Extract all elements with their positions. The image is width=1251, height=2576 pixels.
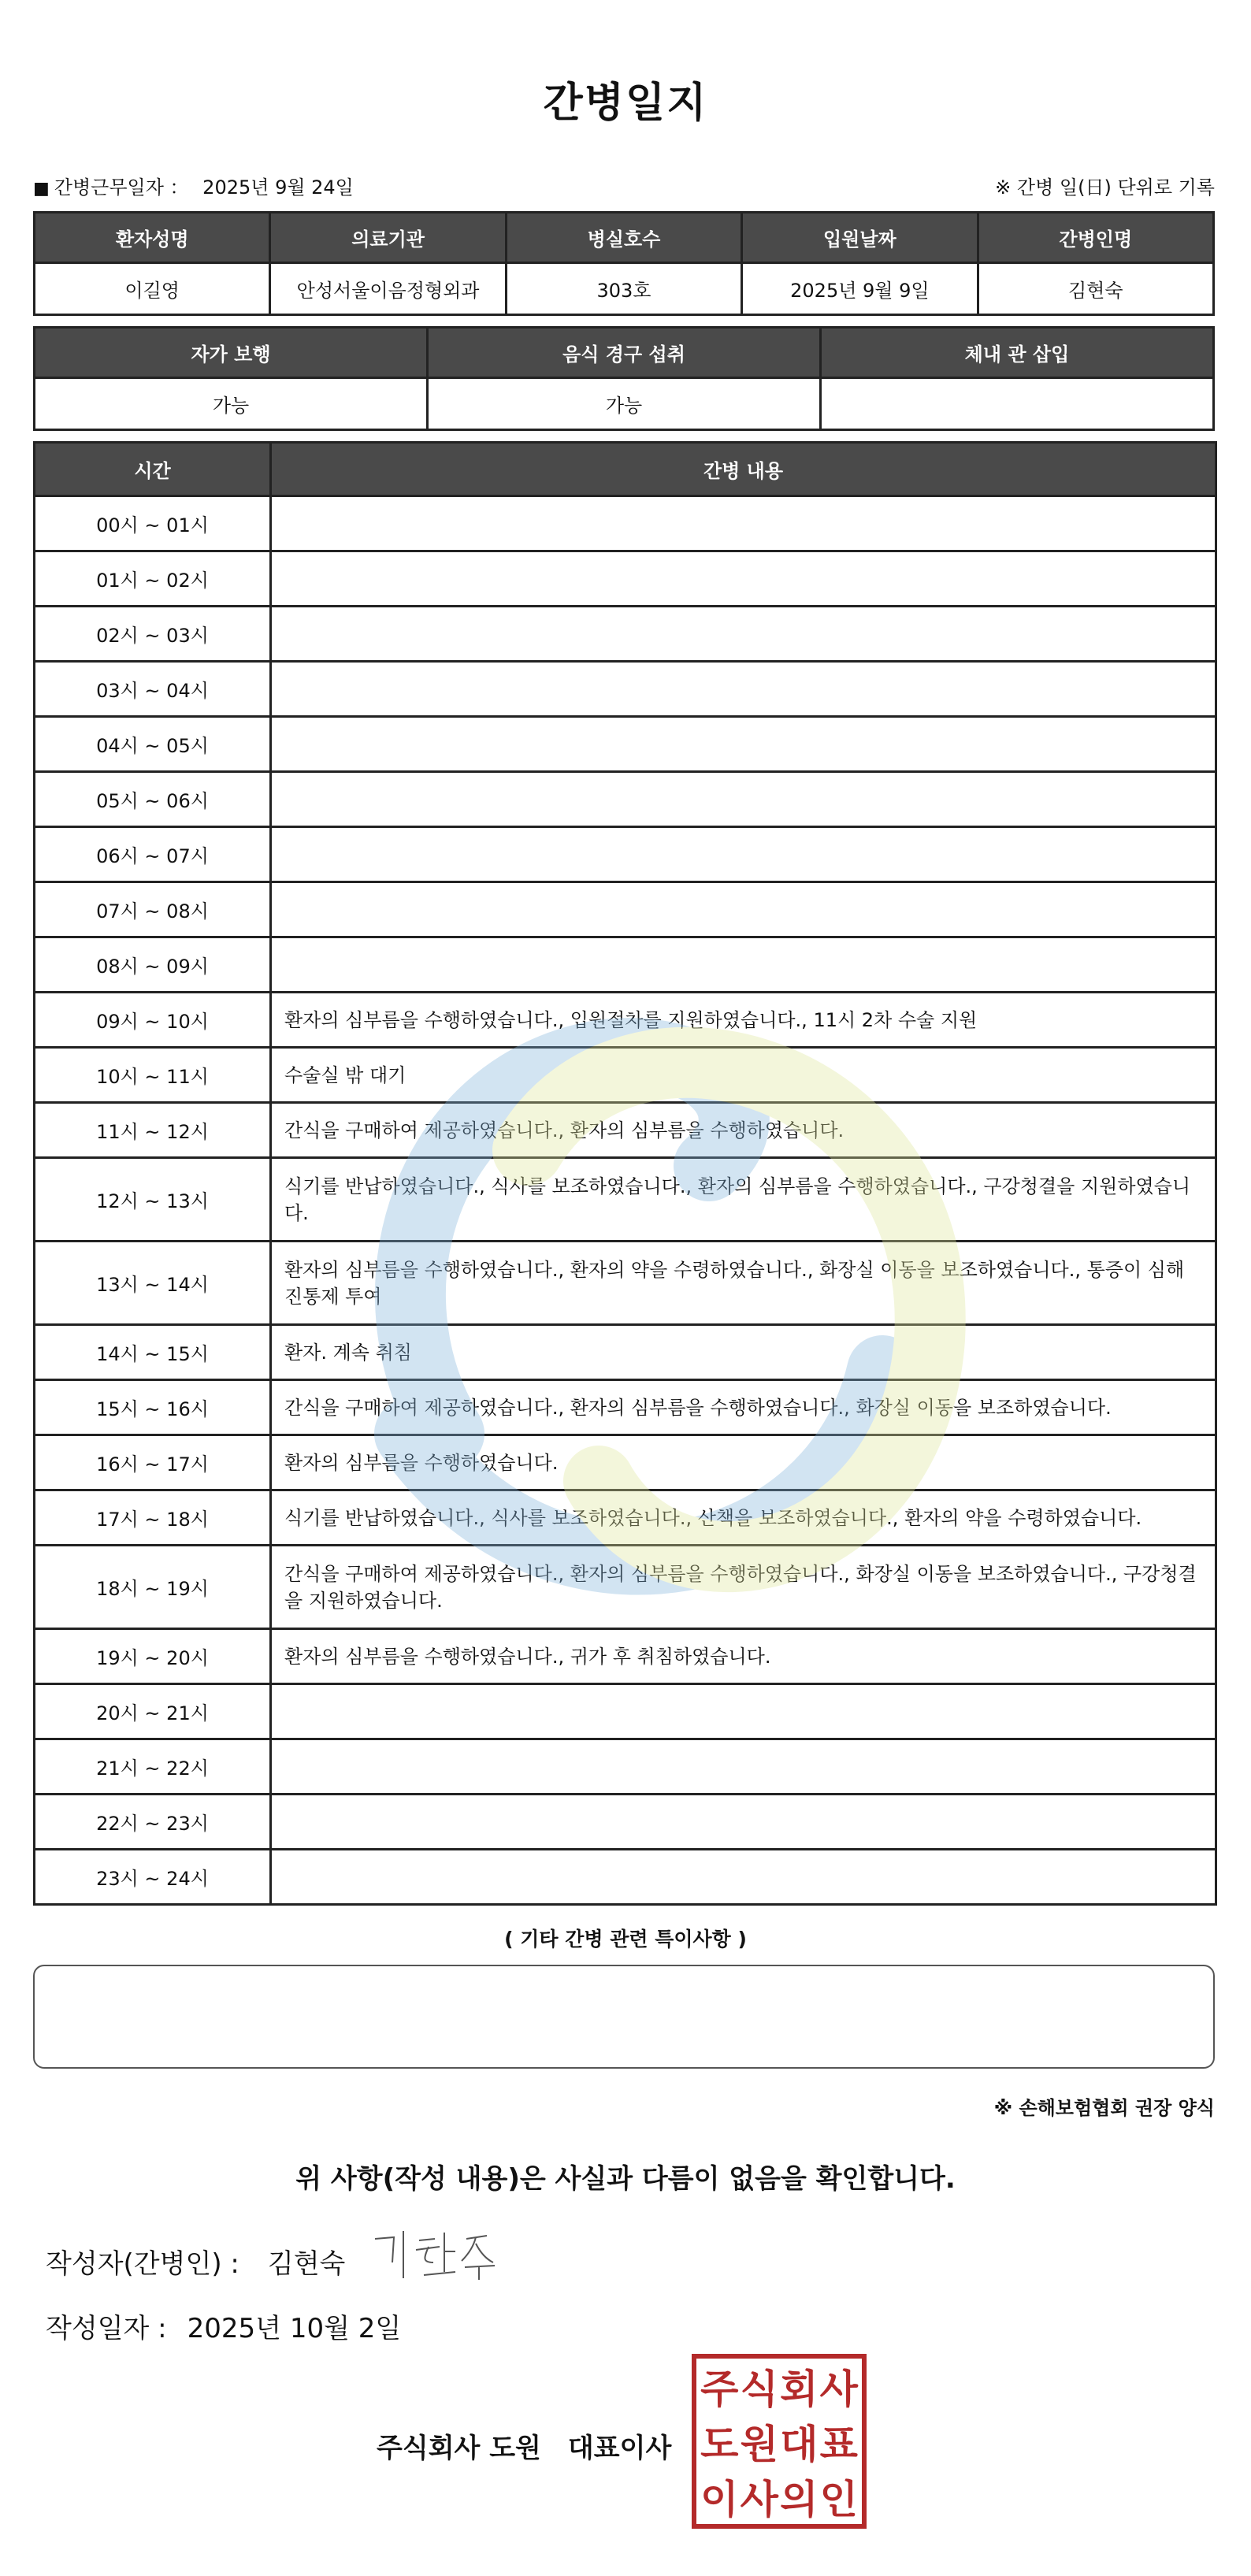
time-slot: 23시 ~ 24시: [35, 1850, 271, 1905]
header-time: 시간: [35, 443, 271, 496]
seal-character: 회: [780, 2366, 819, 2412]
time-slot: 22시 ~ 23시: [35, 1795, 271, 1850]
header-hospital: 의료기관: [270, 213, 506, 263]
time-slot: 02시 ~ 03시: [35, 607, 271, 662]
care-note: [271, 1795, 1216, 1850]
table-row: [35, 937, 1216, 993]
written-date-line: [46, 2307, 401, 2345]
care-note: 환자의 심부름을 수행하였습니다., 귀가 후 취침하였습니다.: [271, 1629, 1216, 1684]
company-seal-stamp: [692, 2354, 867, 2529]
ceo-label: 대표이사: [567, 2433, 672, 2464]
time-slot: 01시 ~ 02시: [35, 551, 271, 607]
care-note: [271, 607, 1216, 662]
table-row: [35, 1325, 1216, 1380]
header-care-content: 간병 내용: [271, 443, 1216, 496]
confirmation-statement: 위 사항(작성 내용)은 사실과 다름이 없음을 확인합니다.: [295, 2163, 956, 2195]
time-slot: 03시 ~ 04시: [35, 662, 271, 717]
work-date-label: 간병근무일자 ：: [54, 176, 189, 199]
time-slot: 11시 ~ 12시: [35, 1103, 271, 1158]
care-note: 환자의 심부름을 수행하였습니다., 환자의 약을 수령하였습니다., 화장실 이동을 보조하였습니다., 통증이 심해 진통제 투여: [271, 1242, 1216, 1325]
header-walking: 자가 보행: [35, 328, 428, 378]
time-slot: 14시 ~ 15시: [35, 1325, 271, 1380]
care-note: 환자. 계속 취침: [271, 1325, 1216, 1380]
table-row: [35, 993, 1216, 1048]
time-slot: 09시 ~ 10시: [35, 993, 271, 1048]
time-slot: 00시 ~ 01시: [35, 496, 271, 551]
special-notes-box: [33, 1965, 1215, 2069]
seal-character: 표: [819, 2422, 858, 2467]
time-slot: 18시 ~ 19시: [35, 1546, 271, 1629]
time-slot: 06시 ~ 07시: [35, 827, 271, 882]
header-admission-date: 입원날짜: [742, 213, 978, 263]
table-row: [35, 1380, 1216, 1435]
table-row: [35, 607, 1216, 662]
care-note: 수술실 밖 대기: [271, 1048, 1216, 1103]
seal-character: 사: [819, 2366, 858, 2412]
care-note: 간식을 구매하여 제공하였습니다., 환자의 심부름을 수행하였습니다., 화장실 이동을 보조하였습니다.: [271, 1380, 1216, 1435]
special-notes-title: ( 기타 간병 관련 특이사항 ): [504, 1928, 747, 1951]
time-slot: 16시 ~ 17시: [35, 1435, 271, 1490]
walking-status: 가능: [35, 378, 428, 430]
care-note: [271, 496, 1216, 551]
table-row: [35, 1158, 1216, 1242]
time-slot: 07시 ~ 08시: [35, 882, 271, 937]
seal-character: 이: [700, 2477, 739, 2522]
table-row: [35, 1739, 1216, 1795]
header-oral-intake: 음식 경구 섭취: [428, 328, 821, 378]
table-row: [35, 1435, 1216, 1490]
time-slot: 20시 ~ 21시: [35, 1684, 271, 1739]
oral-intake-status: 가능: [428, 378, 821, 430]
seal-character: 원: [740, 2422, 778, 2467]
caregiver-name: 김현숙: [978, 263, 1213, 315]
table-row: [35, 1684, 1216, 1739]
table-row: [35, 717, 1216, 772]
table-row: [35, 1546, 1216, 1629]
table-row: [35, 1850, 1216, 1905]
time-slot: 15시 ~ 16시: [35, 1380, 271, 1435]
writer-name: 김현숙: [267, 2248, 346, 2280]
table-row: [35, 1103, 1216, 1158]
work-date-value: 2025년 9월 24일: [202, 176, 354, 199]
seal-character: 주: [700, 2366, 739, 2412]
seal-character: 식: [740, 2366, 778, 2412]
table-row: [35, 1048, 1216, 1103]
care-note: [271, 662, 1216, 717]
patient-status-table: [33, 326, 1215, 431]
table-row: [35, 551, 1216, 607]
time-slot: 08시 ~ 09시: [35, 937, 271, 993]
care-note: [271, 717, 1216, 772]
seal-character: 사: [740, 2477, 778, 2522]
time-slot: 17시 ~ 18시: [35, 1490, 271, 1546]
time-slot: 05시 ~ 06시: [35, 772, 271, 827]
table-row: [35, 827, 1216, 882]
company-line: [377, 2426, 671, 2465]
hospital-name: 안성서울이음정형외과: [270, 263, 506, 315]
work-date: [33, 172, 354, 199]
table-row: [35, 662, 1216, 717]
header-caregiver: 간병인명: [978, 213, 1213, 263]
care-note: [271, 1684, 1216, 1739]
company-name: 주식회사 도원: [377, 2433, 541, 2464]
writer-line: [46, 2242, 345, 2281]
header-room: 병실호수: [506, 213, 741, 263]
care-note: [271, 1739, 1216, 1795]
time-slot: 13시 ~ 14시: [35, 1242, 271, 1325]
time-slot: 19시 ~ 20시: [35, 1629, 271, 1684]
care-note: [271, 772, 1216, 827]
tube-status: [821, 378, 1214, 430]
seal-character: 인: [819, 2477, 858, 2522]
written-date-label: 작성일자 :: [46, 2313, 167, 2344]
patient-name: 이길영: [35, 263, 270, 315]
care-note: [271, 882, 1216, 937]
time-slot: 10시 ~ 11시: [35, 1048, 271, 1103]
recommend-note: ※ 손해보험협회 권장 양식: [993, 2097, 1215, 2119]
care-note: 환자의 심부름을 수행하였습니다.: [271, 1435, 1216, 1490]
seal-character: 도: [700, 2422, 739, 2467]
table-row: [35, 882, 1216, 937]
seal-character: 의: [780, 2477, 819, 2522]
table-row: [35, 1242, 1216, 1325]
header-tube: 체내 관 삽입: [821, 328, 1214, 378]
unit-note: ※ 간병 일(日) 단위로 기록: [995, 176, 1215, 199]
table-row: [35, 1629, 1216, 1684]
time-slot: 04시 ~ 05시: [35, 717, 271, 772]
care-note: [271, 827, 1216, 882]
care-log-rows: [35, 496, 1216, 1905]
document-title: 간병일지: [543, 80, 708, 127]
table-row: [35, 496, 1216, 551]
header-patient-name: 환자성명: [35, 213, 270, 263]
care-log-table: [33, 441, 1217, 1906]
patient-info-table: [33, 211, 1215, 316]
table-row: [35, 1490, 1216, 1546]
care-note: 환자의 심부름을 수행하였습니다., 입원절차를 지원하였습니다., 11시 2차 수술 지원: [271, 993, 1216, 1048]
table-row: [35, 772, 1216, 827]
admission-date: 2025년 9월 9일: [742, 263, 978, 315]
care-note: 간식을 구매하여 제공하였습니다., 환자의 심부름을 수행하였습니다.: [271, 1103, 1216, 1158]
care-note: 간식을 구매하여 제공하였습니다., 환자의 심부름을 수행하였습니다., 화장실 이동을 보조하였습니다., 구강청결을 지원하였습니다.: [271, 1546, 1216, 1629]
time-slot: 21시 ~ 22시: [35, 1739, 271, 1795]
care-note: 식기를 반납하였습니다., 식사를 보조하였습니다., 산책을 보조하였습니다., 환자의 약을 수령하였습니다.: [271, 1490, 1216, 1546]
table-row: [35, 1795, 1216, 1850]
room-number: 303호: [506, 263, 741, 315]
care-note: [271, 937, 1216, 993]
seal-character: 대: [780, 2422, 819, 2467]
handwritten-signature: [369, 2223, 503, 2286]
care-note: [271, 1850, 1216, 1905]
written-date-value: 2025년 10월 2일: [187, 2313, 402, 2344]
square-bullet-icon: ■: [33, 179, 50, 199]
writer-label: 작성자(간병인) :: [46, 2248, 239, 2280]
time-slot: 12시 ~ 13시: [35, 1158, 271, 1242]
care-note: [271, 551, 1216, 607]
care-note: 식기를 반납하였습니다., 식사를 보조하였습니다., 환자의 심부름을 수행하였습니다., 구강청결을 지원하였습니다.: [271, 1158, 1216, 1242]
